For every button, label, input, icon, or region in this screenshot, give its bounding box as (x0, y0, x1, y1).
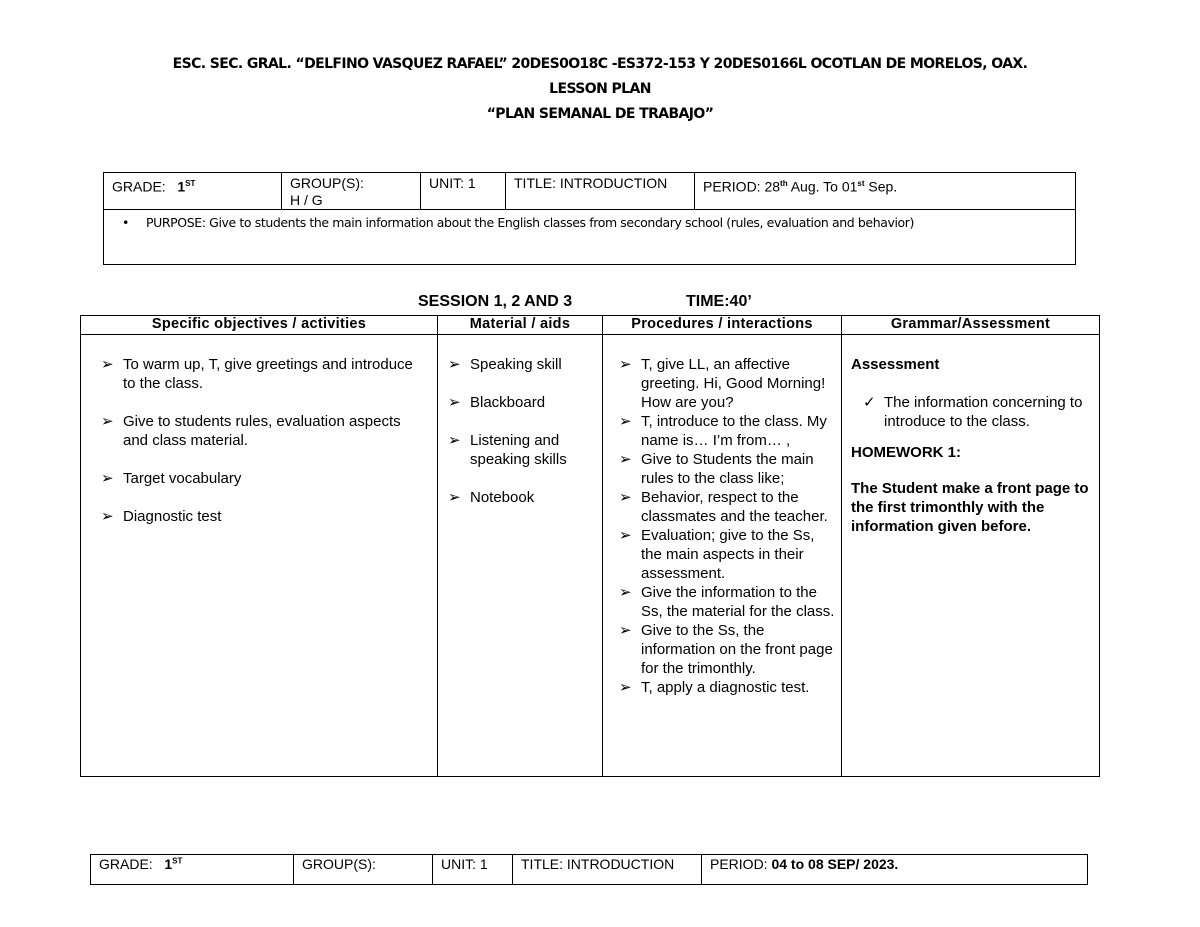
procedure-text: T, apply a diagnostic test. (641, 679, 810, 696)
header-procedures: Procedures / interactions (603, 316, 842, 335)
bullet-icon: • (122, 215, 129, 230)
list-item (619, 526, 837, 583)
arrow-icon: ➢ (101, 356, 114, 373)
session-title: SESSION 1, 2 AND 3 (418, 293, 573, 310)
procedure-text: Behavior, respect to the classmates and the teacher. (641, 489, 828, 525)
group-value: H / G (290, 192, 323, 208)
procedure-text: Give to Students the main rules to the class like; (641, 451, 814, 487)
list-item (448, 431, 596, 469)
list-item (448, 488, 596, 507)
procedure-text: Give the information to the Ss, the material for the class. (641, 584, 835, 620)
arrow-icon: ➢ (101, 413, 114, 430)
list-item (448, 393, 596, 412)
lesson-plan-heading: LESSON PLAN (549, 81, 651, 97)
header-assessment: Grammar/Assessment (842, 316, 1100, 335)
grade-cell (91, 855, 294, 885)
list-item (619, 355, 837, 412)
info-table-week1 (103, 172, 1076, 265)
unit-cell: UNIT: 1 (421, 173, 506, 210)
materials-list (448, 355, 596, 507)
procedure-text: Evaluation; give to the Ss, the main aspects in their assessment. (641, 527, 815, 582)
list-item (619, 678, 837, 697)
list-item (101, 355, 427, 393)
procedure-text: T, give LL, an affective greeting. Hi, Good Morning! How are you? (641, 356, 826, 411)
arrow-icon: ➢ (619, 451, 632, 468)
objective-text: Give to students rules, evaluation aspects and class material. (123, 413, 401, 449)
period-label: PERIOD: 28 (703, 178, 781, 195)
period-sup-th: th (780, 179, 788, 188)
period-value: 04 to 08 SEP/ 2023. (771, 856, 899, 872)
header-objectives: Specific objectives / activities (81, 316, 438, 335)
arrow-icon: ➢ (448, 356, 461, 373)
arrow-icon: ➢ (448, 489, 461, 506)
list-item (448, 355, 596, 374)
list-item (101, 507, 427, 526)
material-text: Blackboard (470, 394, 546, 411)
period-sup-st: st (857, 179, 865, 188)
purpose-text: PURPOSE: Give to students the main information about the English classes from secondary school (rules, evaluation and behavior) (146, 215, 915, 230)
list-item (619, 583, 837, 621)
check-icon: ✓ (863, 394, 876, 411)
assessment-cell (842, 335, 1100, 777)
arrow-icon: ➢ (448, 432, 461, 449)
list-item (619, 488, 837, 526)
list-item (101, 412, 427, 450)
objective-text: Target vocabulary (123, 470, 242, 487)
procedure-text: Give to the Ss, the information on the front page for the trimonthly. (641, 622, 833, 677)
assessment-title: Assessment (851, 356, 940, 373)
purpose-cell (104, 210, 1076, 265)
grade-sup: ST (172, 856, 183, 866)
arrow-icon: ➢ (619, 584, 632, 601)
assessment-list (851, 393, 1091, 431)
group-cell (282, 173, 421, 210)
list-item (619, 450, 837, 488)
period-label: PERIOD: (710, 856, 768, 872)
period-cell (695, 173, 1076, 210)
list-item (619, 412, 837, 450)
arrow-icon: ➢ (619, 413, 632, 430)
grade-value: 1 (164, 856, 173, 872)
material-text: Speaking skill (470, 356, 562, 373)
assessment-text: The information concerning to introduce to the class. (884, 394, 1083, 430)
group-label: GROUP(S): (290, 175, 364, 191)
objectives-cell (81, 335, 438, 777)
procedures-list (619, 355, 837, 697)
materials-cell (438, 335, 603, 777)
arrow-icon: ➢ (101, 470, 114, 487)
procedure-text: T, introduce to the class. My name is… I’m from… , (641, 413, 827, 449)
objectives-list (101, 355, 427, 526)
group-cell: GROUP(S): (294, 855, 433, 885)
period-cell (702, 855, 1088, 885)
grade-sup: ST (185, 179, 196, 188)
period-mid: Aug. To 01 (787, 178, 858, 195)
list-item (851, 393, 1091, 431)
objective-text: Diagnostic test (123, 508, 222, 525)
lesson-table (80, 315, 1100, 777)
arrow-icon: ➢ (448, 394, 461, 411)
material-text: Listening and speaking skills (470, 432, 567, 468)
arrow-icon: ➢ (619, 622, 632, 639)
grade-value: 1 (177, 178, 186, 195)
homework-text: The Student make a front page to the first trimonthly with the information given before. (851, 480, 1089, 535)
grade-label: GRADE: (112, 178, 166, 195)
title-cell: TITLE: INTRODUCTION (513, 855, 702, 885)
title-cell: TITLE: INTRODUCTION (506, 173, 695, 210)
header-materials: Material / aids (438, 316, 603, 335)
material-text: Notebook (470, 489, 535, 506)
procedures-cell (603, 335, 842, 777)
unit-cell: UNIT: 1 (433, 855, 513, 885)
plan-semanal-heading: “PLAN SEMANAL DE TRABAJO” (486, 106, 714, 122)
homework-title: HOMEWORK 1: (851, 444, 961, 461)
grade-cell (104, 173, 282, 210)
arrow-icon: ➢ (619, 527, 632, 544)
objective-text: To warm up, T, give greetings and introduce to the class. (123, 356, 413, 392)
arrow-icon: ➢ (619, 679, 632, 696)
grade-label: GRADE: (99, 856, 153, 872)
arrow-icon: ➢ (619, 356, 632, 373)
list-item (619, 621, 837, 678)
period-end: Sep. (864, 178, 898, 195)
arrow-icon: ➢ (101, 508, 114, 525)
info-table-week2 (90, 854, 1088, 885)
list-item (101, 469, 427, 488)
school-header: ESC. SEC. GRAL. “DELFINO VASQUEZ RAFAEL” 20DES0O18C -ES372-153 Y 20DES0166L OCOTLAN DE MORELOS, OAX. (172, 56, 1028, 72)
arrow-icon: ➢ (619, 489, 632, 506)
session-time: TIME:40’ (686, 293, 752, 310)
